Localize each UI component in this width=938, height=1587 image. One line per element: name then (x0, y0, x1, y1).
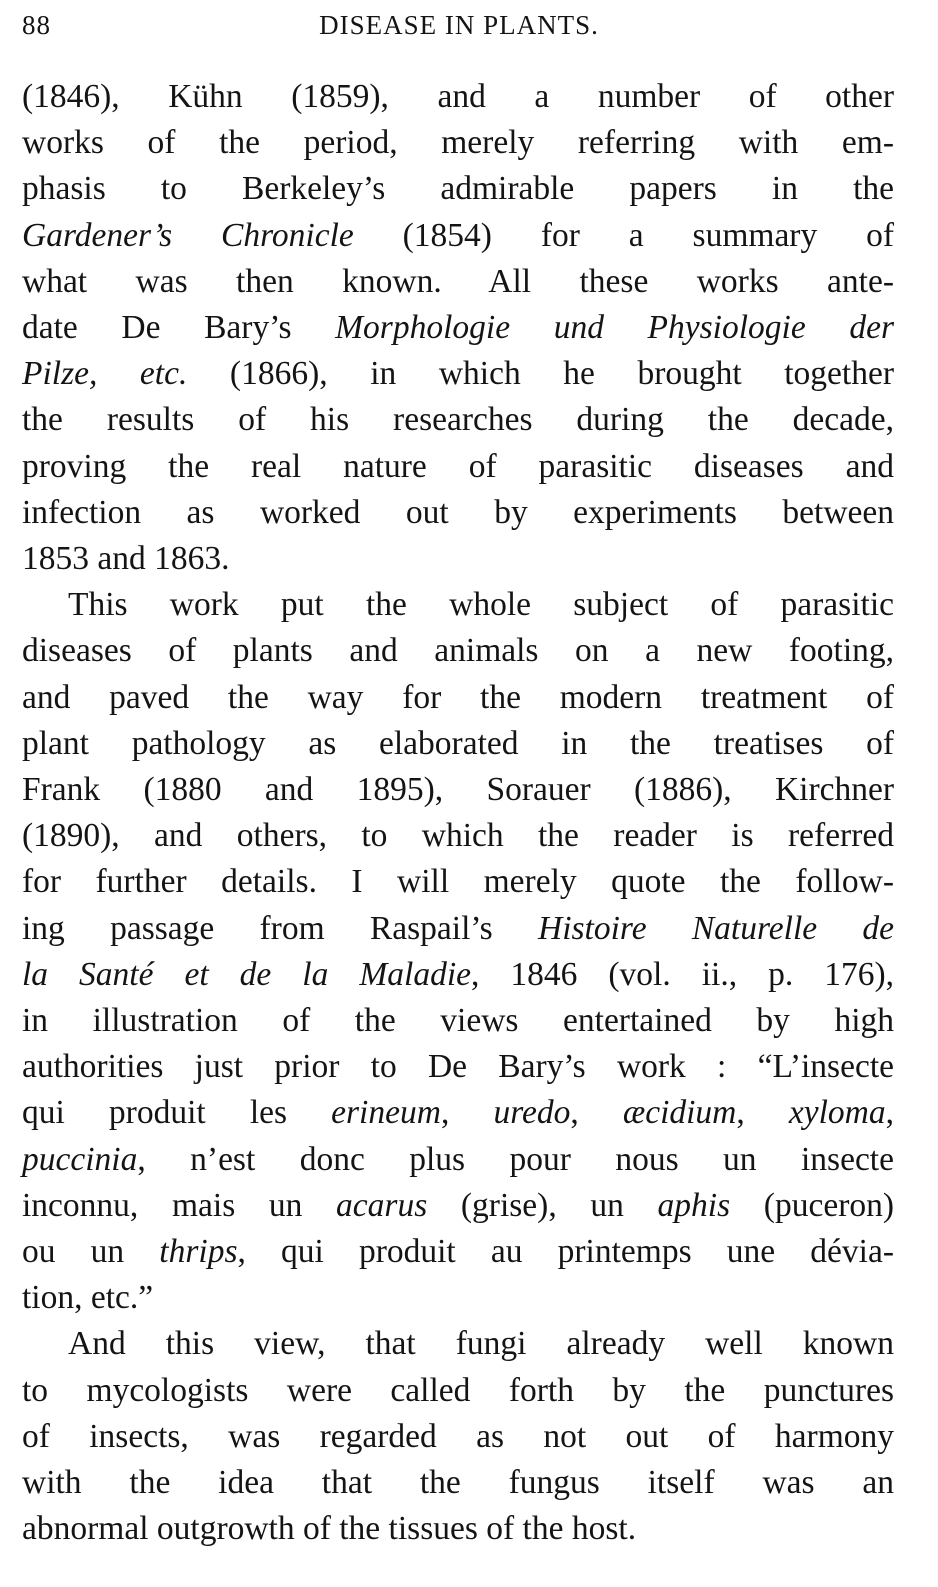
text-line (22, 998, 894, 1044)
text-run: , (885, 1094, 895, 1132)
italic-text: Gardener’s Chronicle (22, 216, 354, 254)
italic-text: uredo (493, 1094, 571, 1132)
text-run: This work put the whole subject of parasitic (68, 586, 894, 624)
text-run: infection as worked out by experiments between (22, 493, 894, 531)
text-line (22, 259, 894, 305)
italic-text: thrips (159, 1233, 238, 1271)
text-run: phasis to Berkeley’s admirable papers in the (22, 170, 894, 208)
text-line (22, 628, 894, 674)
text-run: 1853 and 1863. (22, 540, 230, 578)
text-run: with the idea that the fungus itself was an (22, 1464, 894, 1502)
text-run: , qui produit au printemps une dévia- (237, 1233, 894, 1271)
text-run: inconnu, mais un (22, 1186, 337, 1224)
text-line (22, 166, 894, 212)
text-line (22, 906, 894, 952)
text-run: works of the period, merely referring with em- (22, 124, 894, 162)
text-line (22, 675, 894, 721)
text-line (22, 582, 894, 628)
italic-text: Histoire Naturelle de (538, 909, 895, 947)
italic-text: la Santé et de la Maladie (22, 955, 471, 993)
paragraph (22, 74, 894, 582)
text-line (22, 952, 894, 998)
text-run: ou un (22, 1233, 160, 1271)
text-line (22, 1183, 894, 1229)
text-run: (grise), un (427, 1186, 658, 1224)
text-run: (1854) for a summary of (353, 216, 895, 254)
italic-text: acarus (336, 1186, 428, 1224)
running-head (22, 10, 896, 44)
text-line (22, 1275, 894, 1321)
text-line (22, 490, 894, 536)
text-run: plant pathology as elaborated in the treatises of (22, 724, 894, 762)
text-line (22, 397, 894, 443)
text-run: , n’est donc plus pour nous un insecte (137, 1140, 894, 1178)
text-line (22, 1090, 894, 1136)
text-run: qui produit les (22, 1094, 332, 1132)
text-run: ing passage from Raspail’s (22, 909, 538, 947)
italic-text: æcidium (622, 1094, 737, 1132)
text-run: (1866), in which he brought together (187, 355, 895, 393)
text-line (22, 1137, 894, 1183)
text-line (22, 74, 894, 120)
italic-text: aphis (657, 1186, 731, 1224)
text-run: proving the real nature of parasitic diseases and (22, 447, 894, 485)
text-run: diseases of plants and animals on a new footing, (22, 632, 894, 670)
text-run: , (736, 1094, 789, 1132)
text-line (22, 305, 894, 351)
text-run: the results of his researches during the decade, (22, 401, 894, 439)
text-line (22, 120, 894, 166)
text-line (22, 1414, 894, 1460)
paragraph (22, 1321, 894, 1552)
italic-text: puccinia (22, 1140, 138, 1178)
text-line (22, 444, 894, 490)
running-title: DISEASE IN PLANTS. (319, 10, 599, 40)
text-run: of insects, was regarded as not out of harmony (22, 1417, 894, 1455)
text-line (22, 767, 894, 813)
paragraph (22, 582, 894, 1321)
text-run: what was then known. All these works ante- (22, 262, 894, 300)
italic-text: erineum (331, 1094, 441, 1132)
text-run: (1846), Kühn (1859), and a number of other (22, 78, 894, 115)
text-run: abnormal outgrowth of the tissues of the host. (22, 1510, 637, 1548)
text-run: authorities just prior to De Bary’s work : “L’insecte (22, 1048, 894, 1086)
text-run: , 1846 (vol. ii., p. 176), (471, 955, 894, 993)
page-number: 88 (22, 10, 51, 40)
text-line (22, 1506, 894, 1552)
text-line (22, 213, 894, 259)
text-run: for further details. I will merely quote the follow- (22, 863, 894, 901)
italic-text: xyloma (788, 1094, 886, 1132)
text-run: in illustration of the views entertained by high (22, 1002, 894, 1040)
text-line (22, 1229, 894, 1275)
text-line (22, 536, 894, 582)
text-run: date De Bary’s (22, 309, 336, 347)
body-text (22, 74, 894, 1553)
text-run: (puceron) (730, 1186, 894, 1224)
text-run: , (440, 1094, 494, 1132)
text-line (22, 1368, 894, 1414)
italic-text: Pilze, etc. (22, 355, 188, 393)
text-line (22, 1321, 894, 1367)
text-run: , (570, 1094, 623, 1132)
text-line (22, 813, 894, 859)
text-run: (1890), and others, to which the reader is referred (22, 817, 894, 855)
text-line (22, 1460, 894, 1506)
italic-text: Morphologie und Physiologie der (335, 309, 894, 347)
text-run: Frank (1880 and 1895), Sorauer (1886), Kirchner (22, 771, 894, 809)
text-run: to mycologists were called forth by the punctures (22, 1371, 894, 1409)
text-run: tion, etc.” (22, 1279, 154, 1317)
text-line (22, 859, 894, 905)
text-line (22, 351, 894, 397)
text-run: And this view, that fungi already well known (68, 1325, 894, 1363)
text-run: and paved the way for the modern treatment of (22, 678, 894, 716)
text-line (22, 1044, 894, 1090)
text-line (22, 721, 894, 767)
